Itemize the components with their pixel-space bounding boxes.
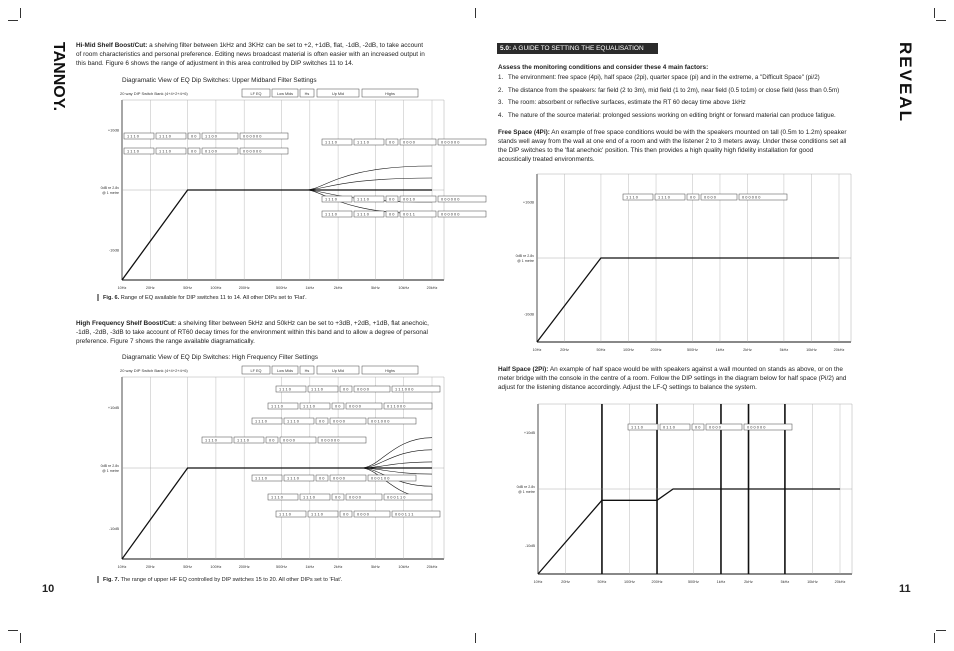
x-tick-label: 10kHz: [806, 348, 817, 352]
fs-body-1: An example of free space conditions would be with the speakers mounted on tall (0.5m to 1.2m) speaker: [549, 129, 847, 136]
half-space-heading: Half Space (2Pi):: [498, 366, 549, 373]
x-tick-label: 5kHz: [780, 580, 790, 584]
x-tick-label: 2kHz: [333, 565, 343, 569]
x-tick-label: 1kHz: [716, 580, 726, 584]
y-plus-label: +10dB: [522, 200, 534, 205]
dip-switch-bits: 1 1 1 0 0 0: [395, 386, 414, 392]
fs-body-4: acoustically treated environments.: [498, 156, 595, 163]
fs-body-2: stands well away from the wall at one end of a room and with the listener 2 to 3 meters away. Under these conditions set all: [498, 138, 847, 145]
dip-switch-bits: 1 1 1 0: [311, 511, 323, 517]
y-ref-label: 0dB re 2.8v: [100, 186, 119, 190]
dip-switch-bits: 0 0 0 0 0 0: [243, 133, 262, 139]
y-ref-label: @ 1 metre: [102, 469, 119, 473]
dip-switch-bits: 0 0 0 1 0 0: [371, 475, 390, 481]
factor-list: [498, 72, 883, 122]
dip-switch-bits: 1 1 1 0: [279, 511, 291, 517]
x-tick-label: 10Hz: [117, 565, 127, 569]
dip-switch-bits: 0 1 1 0: [663, 424, 675, 430]
hm-paragraph: [76, 41, 456, 68]
switch-group-label: Highs: [385, 369, 395, 373]
dip-switch-bits: 0 0 0 0 0 0: [321, 437, 340, 443]
section-number: 5.0:: [500, 45, 512, 52]
dip-switch-bits: 1 1 1 0: [626, 194, 638, 200]
x-tick-label: 100Hz: [622, 348, 634, 352]
x-tick-label: 50Hz: [597, 580, 607, 584]
dip-switch-bits: 0 0 0 0 0 0: [441, 196, 460, 202]
switch-group-label: Low Mids: [276, 92, 294, 96]
x-tick-label: 500Hz: [276, 565, 288, 569]
upper-midband-chart: [100, 84, 460, 294]
switch-group-label: Up Mid: [331, 369, 345, 373]
dip-switch-bits: 0 0 0 0: [349, 403, 361, 409]
dip-switch-bits: 1 1 1 0: [159, 133, 171, 139]
dip-switch-bits: 0 0 0 0 0 0: [441, 211, 460, 217]
x-tick-label: 500Hz: [686, 348, 698, 352]
variant-curve: [361, 438, 432, 468]
x-tick-label: 50Hz: [183, 286, 193, 290]
tannoy-logo: [38, 40, 67, 112]
fig6-text: Range of EQ available for DIP switches 11 to 14. All other DIPs set to 'Flat'.: [119, 294, 307, 301]
dip-switch-bits: 1 1 1 0: [287, 418, 299, 424]
x-tick-label: 200Hz: [238, 286, 250, 290]
dip-switch-bits: 1 1 1 0: [325, 196, 337, 202]
x-tick-label: 20kHz: [833, 348, 845, 352]
dip-switch-bits: 1 1 1 0: [127, 148, 139, 154]
x-tick-label: 20Hz: [145, 565, 155, 569]
dip-switch-bits: 0 0: [191, 148, 197, 154]
variant-curve: [306, 178, 432, 190]
hm-heading: Hi-Mid Shelf Boost/Cut:: [76, 42, 148, 49]
fig6-caption: [97, 294, 307, 302]
hf-diagram-title: Diagramatic View of EQ Dip Switches: High Frequency Filter Settings: [122, 354, 318, 361]
hs-body-3: adjust for the listening distance accordingly. Adjust the LF-Q settings to balance the system.: [498, 384, 757, 391]
half-space-chart: [510, 400, 858, 588]
dip-switch-bits: 0 0 0 0: [403, 139, 415, 145]
dip-switch-bits: 0 0: [389, 139, 395, 145]
x-tick-label: 5kHz: [371, 286, 380, 290]
switch-group-label: Hs: [304, 92, 310, 96]
free-space-paragraph: [498, 128, 883, 164]
dip-switch-bits: 1 1 0 0: [205, 133, 217, 139]
dip-switch-bits: 0 0 1 0 0 0: [371, 418, 390, 424]
dip-switch-bits: 0 0: [335, 494, 341, 500]
x-tick-label: 2kHz: [743, 348, 752, 352]
dip-switch-bits: 1 1 1 0: [631, 424, 643, 430]
y-ref-label: 0dB re 2.8v: [100, 464, 119, 468]
assess-line: [498, 63, 708, 72]
switch-group-label: Highs: [385, 92, 395, 96]
y-minus-label: -10dB: [524, 544, 535, 549]
hf-body-2: -1dB, -2dB, -3dB to take account of RT60 decay times for the environment within this band and to allow a degree of personal: [76, 329, 428, 336]
hf-paragraph: [76, 319, 456, 346]
x-tick-label: 200Hz: [650, 348, 662, 352]
dip-switch-bits: 1 1 1 0: [271, 403, 283, 409]
dip-switch-bits: 0 0 0 0: [704, 194, 716, 200]
factor-text: The room: absorbent or reflective surfaces, estimate the RT 60 decay time above 1kHz: [508, 99, 746, 106]
crop-mark: [475, 8, 476, 18]
free-space-chart: [505, 170, 857, 356]
factor-text: The environment: free space (4pi), half space (2pi), quarter space (pi) and in the extreme, a "Difficult Space" (pi/2): [508, 74, 820, 81]
factor-item: [498, 85, 883, 98]
hs-body-2: meter bridge with the console in the centre of a room. Follow the DIP settings in the diagram below for half space (Pi/2) and: [498, 375, 847, 382]
x-tick-label: 20Hz: [560, 348, 569, 352]
x-tick-label: 5kHz: [779, 348, 789, 352]
dip-switch-bits: 1 1 1 0: [325, 211, 337, 217]
hf-body-3: preference. Figure 7 shows the range available diagramatically.: [76, 338, 255, 345]
x-tick-label: 1kHz: [715, 348, 725, 352]
dip-switch-bits: 1 1 1 0: [357, 211, 369, 217]
factor-number: 3.: [498, 99, 504, 106]
dip-switch-bits: 0 0 0 0: [709, 424, 721, 430]
page-number-right: 11: [899, 583, 911, 595]
dip-switch-bits: 1 1 1 0: [271, 494, 283, 500]
page-number-left: 10: [42, 583, 55, 595]
dip-switch-bits: 0 0 0 1 1 0: [387, 494, 406, 500]
dip-switch-bits: 0 0 0 0: [333, 418, 345, 424]
x-tick-label: 100Hz: [210, 286, 222, 290]
dip-switch-bits: 1 1 1 0: [357, 139, 369, 145]
factor-number: 2.: [498, 86, 504, 94]
fs-body-3: the DIP switches to the 'flat anechoic' position. This then provides a high quality high fidelity installation for good: [498, 147, 814, 154]
fig7-text: The range of upper HF EQ controlled by DIP switches 15 to 20. All other DIPs set to 'Flat'.: [119, 576, 343, 583]
factor-text: The distance from the speakers: far field (2 to 3m), mid field (1 to 2m), near field (0.5 to1m) or close field (less than 0.5m): [508, 86, 840, 94]
switch-group-label: Hs: [304, 369, 310, 373]
x-tick-label: 50Hz: [183, 565, 193, 569]
y-minus-label: -10dB: [108, 527, 119, 532]
dip-switch-bits: 0 0: [335, 403, 341, 409]
switch-group-label: Low Mids: [276, 369, 294, 373]
dip-switch-bits: 1 1 1 0: [279, 386, 291, 392]
hf-heading: High Frequency Shelf Boost/Cut:: [76, 320, 177, 327]
dip-switch-bits: 0 0 0 0 0 0: [441, 139, 460, 145]
high-frequency-chart: [100, 361, 450, 573]
section-title: A GUIDE TO SETTING THE EQUALISATION: [511, 45, 644, 52]
crop-mark: [934, 633, 935, 643]
dip-switch-bits: 1 1 1 0: [325, 139, 337, 145]
hm-body-1: a shelving filter between 1kHz and 3KHz can be set to +2, +1dB, flat, -1dB, -2dB, to take account: [147, 42, 424, 49]
dip-switch-bits: 1 1 1 0: [287, 475, 299, 481]
factor-item: [498, 97, 883, 110]
dip-switch-bits: 1 1 1 0: [159, 148, 171, 154]
x-tick-label: 500Hz: [687, 580, 699, 584]
x-tick-label: 1kHz: [305, 286, 315, 290]
x-tick-label: 200Hz: [238, 565, 250, 569]
response-curve: [122, 190, 432, 280]
crop-mark: [8, 20, 18, 21]
y-minus-label: -10dB: [523, 312, 534, 317]
dip-switch-bits: 0 0 0 1 1 1: [395, 511, 414, 517]
dip-switch-bits: 0 0 0 0: [349, 494, 361, 500]
dip-switch-bits: 0 0 0 0: [357, 386, 369, 392]
caption-bar: [97, 576, 99, 583]
crop-mark: [936, 20, 946, 21]
dip-switch-bits: 1 1 1 0: [127, 133, 139, 139]
dip-switch-bits: 0 0 0 0: [357, 511, 369, 517]
crop-mark: [20, 633, 21, 643]
reveal-logo-text: REVEAL: [896, 42, 915, 123]
switch-bank-label: 20 way DIP Switch Bank (4+4+2+4+6): [120, 91, 188, 96]
switch-bank-label: 20 way DIP Switch Bank (4+4+2+4+6): [120, 368, 188, 373]
dip-switch-bits: 0 0: [319, 475, 325, 481]
reveal-logo: [898, 40, 920, 140]
dip-switch-bits: 0 0 0 0 0 0: [747, 424, 766, 430]
factor-item: [498, 110, 883, 123]
dip-switch-bits: 0 0: [319, 418, 325, 424]
crop-mark: [936, 630, 946, 631]
dip-switch-bits: 0 0: [191, 133, 197, 139]
y-ref-label: 0dB re 2.8v: [516, 485, 535, 489]
crop-mark: [8, 630, 18, 631]
dip-switch-bits: 1 1 1 0: [237, 437, 249, 443]
caption-bar: [97, 294, 99, 301]
dip-switch-bits: 1 1 1 0: [205, 437, 217, 443]
dip-switch-bits: 1 1 1 0: [303, 403, 315, 409]
x-tick-label: 20kHz: [834, 580, 846, 584]
dip-switch-bits: 0 0 0 0 0 0: [243, 148, 262, 154]
switch-group-label: LF EQ: [250, 369, 262, 373]
dip-switch-bits: 0 0: [343, 386, 349, 392]
x-tick-label: 100Hz: [623, 580, 635, 584]
dip-switch-bits: 0 1 1 0 0 0: [387, 403, 406, 409]
fig7-caption: [97, 576, 342, 584]
x-tick-label: 10Hz: [533, 580, 543, 584]
half-space-paragraph: [498, 365, 883, 392]
dip-switch-bits: 0 0: [695, 424, 701, 430]
dip-switch-bits: 0 0 1 0: [403, 196, 415, 202]
hf-body-1: a shelving filter between 5kHz and 50kHz can be set to +3dB, +2dB, +1dB, flat anechoic,: [176, 320, 429, 327]
y-ref-label: @ 1 metre: [102, 191, 119, 195]
dip-switch-bits: 0 0: [389, 211, 395, 217]
y-plus-label: +10dB: [523, 430, 535, 435]
dip-switch-bits: 0 0 0 0 0 0: [742, 194, 761, 200]
fig7-label: Fig. 7.: [103, 576, 120, 583]
switch-group-label: Up Mid: [331, 92, 345, 96]
x-tick-label: 10kHz: [807, 580, 818, 584]
x-tick-label: 20kHz: [426, 565, 438, 569]
hm-body-2: of room characteristics and personal preference. Editing news broadcast material is often easier with an increased output in: [76, 51, 425, 58]
crop-mark: [20, 8, 21, 18]
dip-switch-bits: 0 0: [690, 194, 696, 200]
dip-switch-bits: 0 0: [343, 511, 349, 517]
dip-switch-bits: 0 0: [269, 437, 275, 443]
x-tick-label: 10Hz: [532, 348, 542, 352]
section-heading: [497, 43, 658, 54]
dip-switch-bits: 1 1 1 0: [303, 494, 315, 500]
y-ref-label: @ 1 metre: [517, 259, 534, 263]
response-curve: [537, 258, 839, 342]
x-tick-label: 10Hz: [117, 286, 127, 290]
x-tick-label: 10kHz: [398, 286, 410, 290]
hm-diagram-title: Diagramatic View of EQ Dip Switches: Upper Midband Filter Settings: [122, 77, 317, 84]
factor-item: [498, 72, 883, 85]
dip-switch-bits: 1 1 1 0: [311, 386, 323, 392]
x-tick-label: 20Hz: [561, 580, 570, 584]
x-tick-label: 2kHz: [333, 286, 343, 290]
y-ref-label: 0dB re 2.8v: [515, 254, 534, 258]
x-tick-label: 100Hz: [210, 565, 222, 569]
dip-switch-bits: 0 0 0 0: [283, 437, 295, 443]
hs-body-1: An example of half space would be with speakers against a wall mounted on stands as above, or on the: [548, 366, 843, 373]
response-curve: [538, 489, 840, 574]
assess-text: Assess the monitoring conditions and consider these 4 main factors:: [498, 64, 709, 71]
dip-switch-bits: 1 1 1 0: [255, 418, 267, 424]
x-tick-label: 500Hz: [276, 286, 288, 290]
x-tick-label: 1kHz: [305, 565, 315, 569]
factor-text: The nature of the source material: prolonged sessions working on editing bright or forward material can produce fatigue.: [508, 111, 836, 119]
dip-switch-bits: 0 0 0 0: [333, 475, 345, 481]
dip-switch-bits: 1 1 1 0: [357, 196, 369, 202]
y-minus-label: -10dB: [108, 248, 119, 253]
x-tick-label: 10kHz: [398, 565, 410, 569]
y-ref-label: @ 1 metre: [518, 490, 535, 494]
dip-switch-bits: 1 1 1 0: [255, 475, 267, 481]
tannoy-logo-text: TANNOY.: [50, 42, 67, 112]
dip-switch-bits: 1 1 1 0: [658, 194, 670, 200]
y-plus-label: +10dB: [107, 128, 119, 133]
x-tick-label: 200Hz: [651, 580, 663, 584]
factor-number: 4.: [498, 111, 504, 119]
dip-switch-bits: 0 1 0 0: [205, 148, 217, 154]
x-tick-label: 50Hz: [596, 348, 606, 352]
crop-mark: [934, 8, 935, 18]
x-tick-label: 2kHz: [744, 580, 753, 584]
x-tick-label: 20Hz: [145, 286, 155, 290]
switch-group-label: LF EQ: [250, 92, 262, 96]
fig6-label: Fig. 6.: [103, 294, 120, 301]
free-space-heading: Free Space (4Pi):: [498, 129, 550, 136]
dip-switch-bits: 0 0: [389, 196, 395, 202]
crop-mark: [475, 633, 476, 643]
factor-number: 1.: [498, 74, 504, 81]
x-tick-label: 20kHz: [426, 286, 438, 290]
y-plus-label: +10dB: [107, 405, 119, 410]
hm-body-3: this band. Figure 6 shows the range of adjustment in this area controlled by DIP switches 11 to 14.: [76, 60, 354, 67]
x-tick-label: 5kHz: [371, 565, 380, 569]
dip-switch-bits: 0 0 1 1: [403, 211, 415, 217]
